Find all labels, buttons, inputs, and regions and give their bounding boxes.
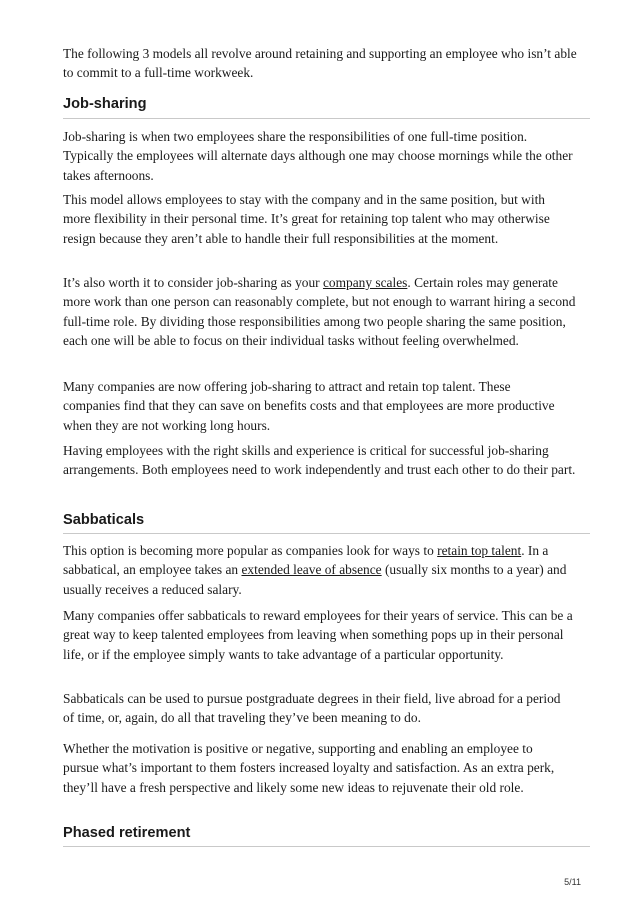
intro-paragraph: The following 3 models all revolve around retaining and supporting an employee who isn’t able to commit to a full-time workweek. bbox=[63, 46, 577, 81]
job-sharing-paragraph-4: Many companies are now offering job-sharing to attract and retain top talent. These companies find that they can save on benefits costs and that employees are more productive when they are not working long hours. bbox=[63, 379, 555, 433]
retain-top-talent-link[interactable]: retain top talent bbox=[437, 543, 522, 558]
sabbaticals-paragraph-4: Whether the motivation is positive or negative, supporting and enabling an employee to pursue what’s important to them fosters increased loyalty and satisfaction. As an extra perk, they’ll have a fresh perspective and likely some new ideas to rejuvenate their old role. bbox=[63, 741, 555, 795]
job-sharing-rule bbox=[63, 118, 590, 119]
sabbaticals-heading: Sabbaticals bbox=[63, 512, 145, 528]
sabbaticals-paragraph-1: This option is becoming more popular as companies look for ways to retain top talent. In a sabbatical, an employee takes an extended leave of absence (usually six months to a year) and usually receives a reduced salary. bbox=[63, 543, 567, 597]
extended-leave-link[interactable]: extended leave of absence bbox=[241, 562, 382, 578]
job-sharing-paragraph-1: Job-sharing is when two employees share the responsibilities of one full-time position. Typically the employees will alternate days although one may choose mornings while the other takes afternoons. bbox=[63, 129, 573, 183]
job-sharing-paragraph-3: It’s also worth it to consider job-sharing as your company scales. Certain roles may generate more work than one person can reasonably complete, but not enough to warrant hiring a second full-time role. By dividing those responsibilities among two people sharing the same position, each one will be able to focus on their individual tasks without feeling overwhelmed. bbox=[63, 275, 576, 348]
job-sharing-paragraph-5: Having employees with the right skills and experience is critical for successful job-sharing arrangements. Both employees need to work independently and trust each other to do their part. bbox=[63, 443, 576, 478]
phased-retirement-heading: Phased retirement bbox=[63, 825, 191, 841]
sabbaticals-paragraph-2: Many companies offer sabbaticals to reward employees for their years of service. This can be a great way to keep talented employees from leaving when something pops up in their personal life, or if the employee simply wants to take advantage of a particular opportunity. bbox=[63, 608, 573, 662]
company-scales-link[interactable]: company scales bbox=[322, 275, 408, 290]
phased-retirement-rule bbox=[63, 846, 590, 847]
job-sharing-heading: Job-sharing bbox=[63, 96, 147, 112]
page-number: 5/11 bbox=[564, 877, 581, 887]
sabbaticals-rule bbox=[63, 533, 590, 534]
sabbaticals-paragraph-3: Sabbaticals can be used to pursue postgraduate degrees in their field, live abroad for a period of time, or, again, do all that traveling they’ve been meaning to do. bbox=[63, 691, 561, 726]
job-sharing-paragraph-2: This model allows employees to stay with the company and in the same position, but with more flexibility in their personal time. It’s great for retaining top talent who may otherwise resign because they aren’t able to handle their full responsibilities at the moment. bbox=[63, 192, 550, 246]
